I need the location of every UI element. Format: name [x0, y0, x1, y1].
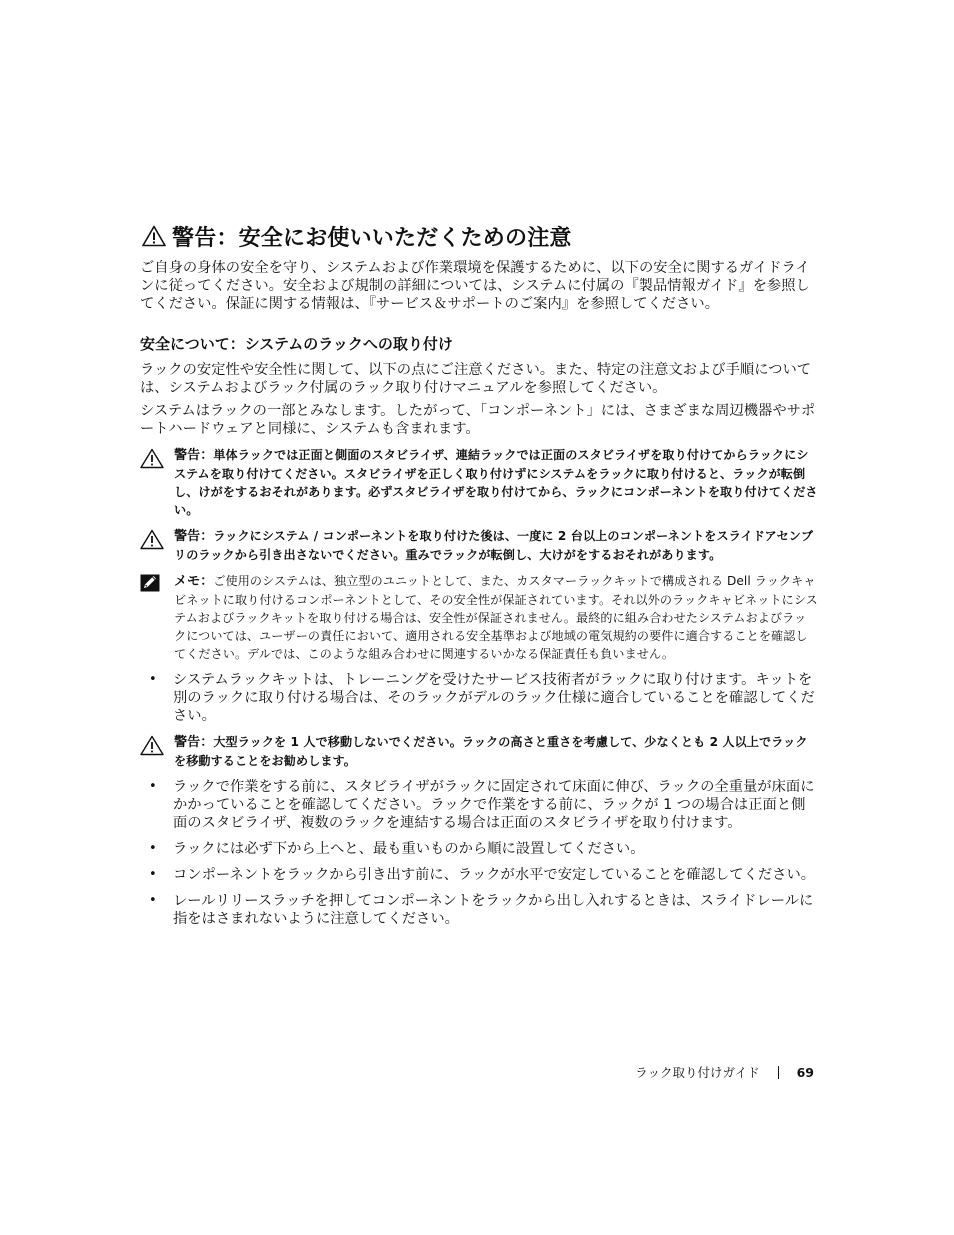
warning-triangle-icon	[140, 448, 164, 469]
paragraph-rack-stability: ラックの安定性や安全性に関して、以下の点にご注意ください。また、特定の注意文および手順については、システムおよびラック付属のラック取り付けマニュアルを参照してください。	[140, 362, 812, 396]
warning-label: 警告：	[174, 735, 214, 750]
list-item: • システムラックキットは、トレーニングを受けたサービス技術者がラックに取り付けます。キットを別のラックに取り付ける場合は、そのラックがデルのラック仕様に適合していることを確認してください。	[140, 671, 818, 725]
bullet-list-a	[140, 671, 818, 725]
section-heading: 安全について：システムのラックへの取り付け	[140, 335, 453, 353]
warning-notice-moving	[140, 733, 818, 770]
footer-guide-name: ラック取り付けガイド	[635, 1065, 760, 1080]
warning-text: ラックにシステム / コンポーネントを取り付けた後は、一度に 2 台以上のコンポーネントをスライドアセンブリのラックから引き出さないでください。重みでラックが転倒し、大けがをするおそれがあります。	[174, 529, 814, 562]
title-row	[142, 222, 818, 250]
paragraph-system-component: システムはラックの一部とみなします。したがって、「コンポーネント」には、さまざまな周辺機器やサポートハードウェアと同様に、システムも含まれます。	[140, 403, 816, 437]
note-label: メモ：	[174, 574, 214, 589]
list-item: • コンポーネントをラックから引き出す前に、ラックが水平で安定していることを確認してください。	[140, 866, 818, 884]
page-content	[140, 222, 818, 928]
list-item: • ラックで作業をする前に、スタビライザがラックに固定されて床面に伸び、ラックの全重量が床面にかかっていることを確認してください。ラックで作業をする前に、ラックが 1 つの場合は正面と側面のスタビライザ、複数のラックを連結する場合は正面のスタビライザを取り付けます。	[140, 778, 818, 832]
warning-text: 大型ラックを 1 人で移動しないでください。ラックの高さと重さを考慮して、少なくとも 2 人以上でラックを移動することをお勧めします。	[174, 735, 808, 768]
page-title: 警告：安全にお使いいただくための注意	[172, 225, 572, 251]
list-item: • ラックには必ず下から上へと、最も重いものから順に設置してください。	[140, 840, 818, 858]
warning-label: 警告：	[174, 448, 214, 463]
page-footer	[635, 1063, 814, 1081]
bullet-list-b	[140, 778, 818, 928]
warning-text: 単体ラックでは正面と側面のスタビライザ、連結ラックでは正面のスタビライザを取り付けてからラックにシステムを取り付けてください。スタビライザを正しく取り付けずにシステムをラックに取り付けると、ラックが転倒し、けがをするおそれがあります。必ずスタビライザを取り付けてから、ラックにコンポーネントを取り付けてください。	[174, 448, 818, 517]
footer-divider	[778, 1066, 779, 1079]
warning-notice-stabilizers	[140, 446, 818, 519]
warning-triangle-icon	[142, 225, 166, 247]
warning-triangle-icon	[140, 529, 164, 550]
warning-label: 警告：	[174, 529, 214, 544]
note-pencil-icon	[140, 574, 160, 592]
note-notice	[140, 572, 818, 663]
intro-paragraph: ご自身の身体の安全を守り、システムおよび作業環境を保護するために、以下の安全に関するガイドラインに従ってください。安全および規制の詳細については、システムに付属の『製品情報ガイド』を参照してください。保証に関する情報は、『サービス＆サポートのご案内』を参照してください。	[140, 260, 810, 312]
warning-notice-slide	[140, 527, 818, 564]
page-number: 69	[796, 1064, 814, 1080]
list-item: • レールリリースラッチを押してコンポーネントをラックから出し入れするときは、スライドレールに指をはさまれないように注意してください。	[140, 892, 818, 928]
note-text: ご使用のシステムは、独立型のユニットとして、また、カスタマーラックキットで構成される Dell ラックキャビネットに取り付けるコンポーネントとして、その安全性が保証されています。それ以外のラックキャビネットにシステムおよびラックキットを取り付ける場合は、安全性が保証されません。最終的に組み合わせたシステムおよびラックについては、ユーザーの責任において、適用される安全基準および地域の電気規約の要件に適合することを確認してください。デルでは、このような組み合わせに関連するいかなる保証責任も負いません。	[174, 574, 818, 661]
warning-triangle-icon	[140, 735, 164, 756]
